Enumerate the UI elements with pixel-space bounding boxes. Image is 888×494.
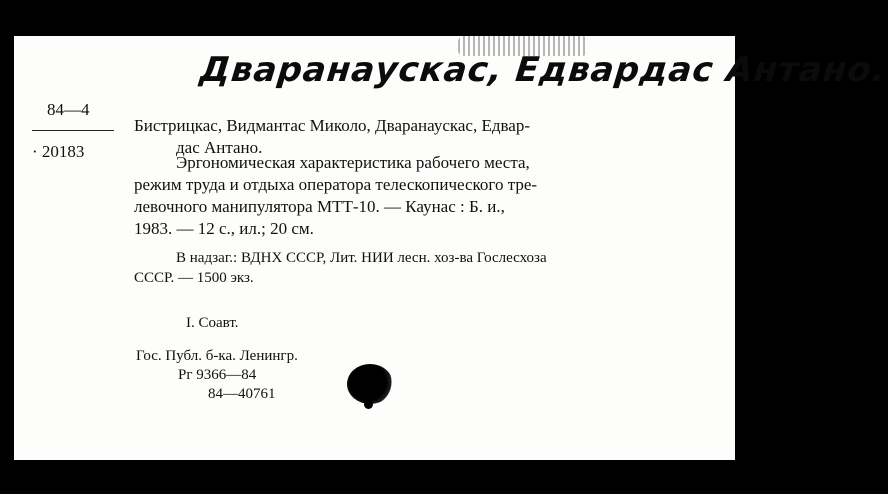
note-line: В надзаг.: ВДНХ СССР, Лит. НИИ лесн. хоз-ва Гослесхоза [176, 250, 547, 266]
authors-line: дас Антано. [176, 138, 263, 157]
ink-blot [347, 364, 393, 404]
handwritten-heading: Дваранаускас, Едвардас Антано. [197, 50, 888, 90]
title-line: 1983. — 12 с., ил.; 20 см. [134, 219, 314, 238]
note-line: СССР. — 1500 экз. [134, 270, 254, 286]
authors-line: Бистрицкас, Видмантас Миколо, Дваранаускас, Едвар- [134, 116, 530, 135]
inventory-number: · 20183 [32, 142, 85, 161]
imprint-line: Рг 9366—84 [178, 367, 257, 383]
shelf-number: 84—4 [47, 100, 90, 119]
title-line: Эргономическая характеристика рабочего места, [176, 153, 530, 172]
library-imprint [136, 347, 298, 404]
title-line: левочного манипулятора МТТ-10. — Каунас : Б. и., [134, 197, 505, 216]
title-description [134, 152, 537, 240]
tracing: I. Соавт. [186, 315, 239, 331]
shelf-divider [32, 130, 114, 131]
imprint-line: 84—40761 [208, 386, 276, 402]
catalog-card [14, 36, 888, 460]
notes [134, 248, 547, 288]
ink-blot [364, 400, 373, 409]
title-line: режим труда и отдыха оператора телескопического тре- [134, 175, 538, 194]
imprint-line: Гос. Публ. б-ка. Ленингр. [136, 348, 298, 364]
